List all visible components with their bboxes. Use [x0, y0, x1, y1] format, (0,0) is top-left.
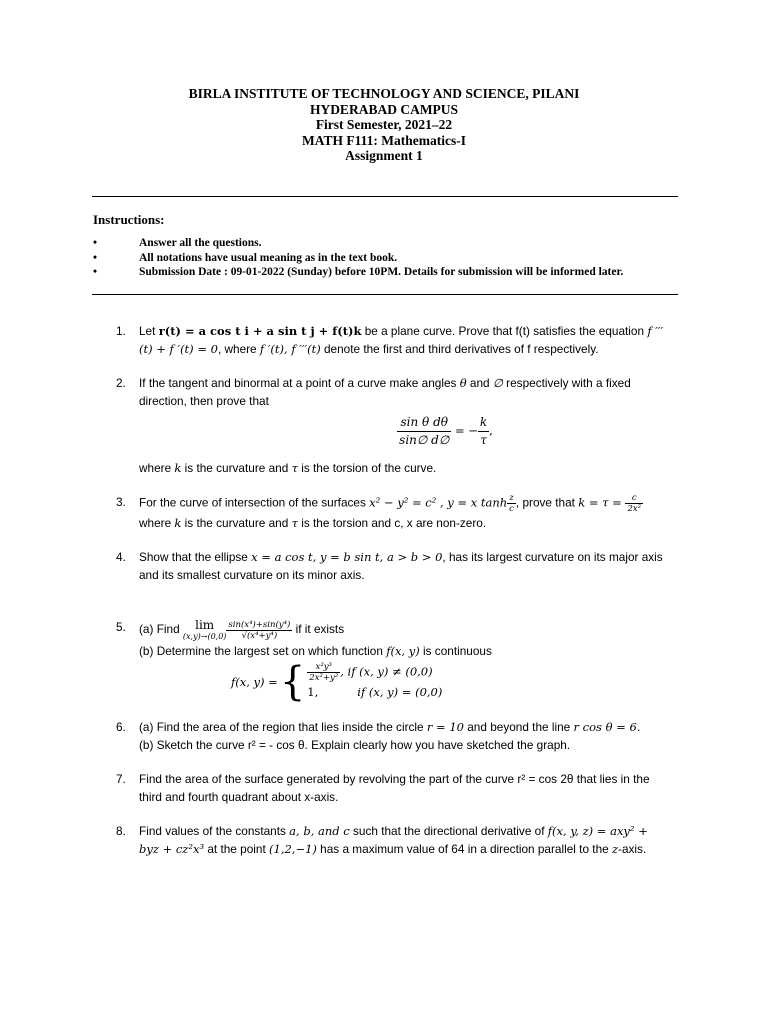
denominator: √(x⁴+y⁴) [241, 630, 278, 641]
math-expression: k [174, 516, 182, 530]
math-expression: (1,2,−1) [269, 842, 317, 856]
question-text: (a) Find the area of the region that lies inside the circle [139, 720, 427, 734]
limit-subscript: (x,y)→(0,0) [182, 632, 227, 641]
question-text: denote the first and third derivatives of f respectively. [320, 342, 599, 356]
question-text: be a plane curve. Prove that f(t) satisfies the equation [361, 324, 648, 338]
course-title: MATH F111: Mathematics-I [302, 132, 466, 148]
cases [307, 662, 442, 702]
math-expression: τ [291, 516, 298, 530]
equals-sign: = − [451, 423, 478, 438]
math-expression: r(t) = a cos t i + a sin t j + f(t)k [158, 324, 362, 338]
question-number: 3. [116, 495, 126, 509]
question-text: (b) Determine the largest set on which function [139, 644, 387, 658]
bullet-icon: • [93, 251, 98, 264]
question-1 [116, 322, 671, 358]
case-value: 1, [307, 685, 319, 699]
fraction [625, 493, 643, 514]
piecewise-function [231, 659, 671, 705]
numerator: c [625, 493, 643, 504]
display-equation [139, 414, 671, 449]
question-text: , has its largest curvature on its major axis and its smallest curvature on its minor axis. [139, 550, 663, 582]
math-expression: f(x, y, z) = axy² + byz + cz²x³ [139, 824, 648, 856]
instruction-item [93, 265, 678, 280]
question-text: , prove that [515, 495, 579, 510]
question-text: , where [217, 342, 260, 356]
question-2 [116, 374, 671, 477]
case-condition: if (x, y) = (0,0) [357, 685, 443, 699]
question-8 [116, 822, 671, 858]
question-number: 1. [116, 324, 126, 338]
math-expression: r cos θ = 6. [573, 720, 641, 734]
bullet-icon: • [93, 266, 98, 278]
fraction [478, 414, 489, 449]
question-number: 6. [116, 720, 126, 734]
math-expression: f ′′′(t) + f ′(t) = 0 [139, 324, 664, 356]
question-text: at the point [204, 842, 270, 856]
denominator: 2x²+y² [309, 673, 339, 683]
case-condition: , if (x, y) ≠ (0,0) [340, 664, 433, 679]
denominator: sin∅ d∅ [399, 433, 450, 447]
question-number: 2. [116, 376, 126, 390]
top-divider [92, 196, 678, 197]
instruction-text: Answer all the questions. [139, 237, 262, 249]
question-text: if it exists [292, 622, 345, 637]
numerator: x²y³ [307, 662, 340, 673]
question-text: is continuous [419, 644, 492, 658]
math-expression: a, b, and c [289, 824, 350, 838]
limit-label: lim [195, 618, 215, 632]
bottom-divider [92, 294, 678, 295]
math-expression: θ [459, 376, 467, 390]
denominator: c [509, 504, 514, 514]
question-text: is the curvature and [181, 461, 292, 475]
denominator: τ [480, 433, 487, 447]
question-text: If the tangent and binormal at a point of a curve make angles [139, 376, 460, 390]
question-text: (a) Find [139, 622, 183, 637]
question-text: For the curve of intersection of the surfaces [139, 495, 370, 510]
denominator: 2x² [627, 504, 642, 514]
question-text: Show that the ellipse [139, 550, 252, 564]
brace-symbol: { [279, 659, 306, 705]
math-expression: x² − y² = c² , y = x tanh [369, 495, 508, 510]
numerator: k [478, 414, 489, 432]
instructions-list [93, 236, 678, 280]
question-text: Let [139, 324, 159, 338]
question-number: 4. [116, 550, 126, 564]
fraction [507, 493, 516, 514]
fraction [397, 414, 451, 449]
case-row [307, 662, 442, 683]
comma: , [489, 423, 493, 438]
case-row [307, 683, 442, 702]
question-text: (b) Sketch the curve r² = - cos θ. Explain clearly how you have sketched the graph. [139, 738, 571, 752]
question-6 [116, 718, 671, 754]
document-header [92, 86, 676, 164]
question-text: -axis. [618, 842, 647, 856]
math-expression: ∅ [492, 376, 503, 390]
instruction-item [93, 236, 678, 251]
function-lhs: f(x, y) = [231, 675, 278, 689]
question-text: where [139, 516, 175, 530]
instructions-title: Instructions: [93, 212, 165, 227]
institute-name: BIRLA INSTITUTE OF TECHNOLOGY AND SCIENCE, PILANI [188, 86, 580, 101]
limit-operator [183, 618, 226, 642]
assignment-title: Assignment 1 [345, 148, 423, 163]
question-7 [116, 770, 671, 806]
math-expression: f(x, y) [386, 644, 420, 658]
bullet-icon: • [93, 237, 98, 249]
instruction-text: Submission Date : 09-01-2022 (Sunday) before 10PM. Details for submission will be informed later. [139, 266, 624, 278]
question-5 [116, 618, 671, 705]
numerator: z [507, 493, 516, 504]
math-expression: z [611, 842, 619, 856]
numerator: sin θ dθ [397, 414, 451, 432]
question-text: where [139, 461, 175, 475]
question-text: and [466, 376, 493, 390]
question-number: 7. [116, 772, 126, 786]
question-4 [116, 548, 671, 584]
question-3 [116, 493, 671, 532]
question-text: has a maximum value of 64 in a direction parallel to the [316, 842, 612, 856]
fraction [307, 662, 340, 683]
fraction [226, 620, 292, 641]
question-text: Find the area of the surface generated by revolving the part of the curve r² = cos 2θ that lies in the third and fourth quadrant about x-axis. [139, 772, 650, 804]
math-expression: k = τ = [578, 495, 626, 510]
question-text: is the torsion of the curve. [297, 461, 437, 475]
semester: First Semester, 2021–22 [315, 117, 453, 132]
math-expression: x = a cos t, y = b sin t, a > b > 0 [251, 550, 443, 564]
question-text: is the torsion and c, x are non-zero. [297, 516, 487, 530]
question-text: and beyond the line [463, 720, 574, 734]
math-expression: r = 10 [426, 720, 464, 734]
question-text: such that the directional derivative of [349, 824, 548, 838]
instruction-text: All notations have usual meaning as in the text book. [139, 251, 398, 264]
instruction-item [93, 251, 678, 266]
question-text: respectively with a fixed direction, then prove that [139, 376, 631, 408]
math-expression: τ [291, 461, 298, 475]
question-number: 8. [116, 824, 126, 838]
math-expression: k [174, 461, 182, 475]
question-list [116, 322, 671, 874]
numerator: sin(x⁴)+sin(y⁴) [228, 619, 291, 630]
question-text: Find values of the constants [139, 824, 290, 838]
question-text: is the curvature and [181, 516, 292, 530]
campus-name: HYDERABAD CAMPUS [309, 101, 459, 117]
math-expression: f ′(t), f ′′′(t) [259, 342, 321, 356]
question-number: 5. [116, 620, 126, 634]
